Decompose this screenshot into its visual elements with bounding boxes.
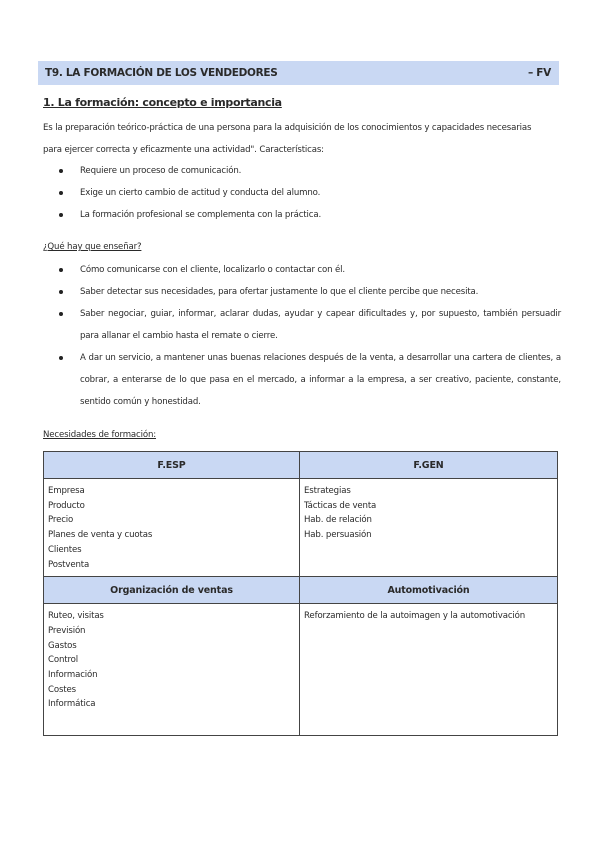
document-tag: – FV (527, 67, 551, 79)
bullet-icon (59, 268, 63, 272)
table-header-self-motivation: Automotivación (300, 577, 558, 604)
intro-paragraph (43, 117, 561, 161)
intro-line: Es la preparación teórico-práctica de una persona para la adquisición de los conocimientos y capacidades necesarias (43, 123, 532, 133)
cell-item: Hab. persuasión (304, 530, 372, 541)
what-to-teach-heading: ¿Qué hay que enseñar? (43, 242, 142, 252)
document-title: T9. LA FORMACIÓN DE LOS VENDEDORES (45, 67, 278, 79)
cell-item: Estrategias (304, 486, 351, 496)
bullet-icon (59, 169, 63, 173)
list-item: Exige un cierto cambio de actitud y conducta del alumno. (43, 182, 561, 204)
table-header-row (44, 452, 558, 479)
fesp-cell (44, 479, 300, 577)
bullet-icon (59, 290, 63, 294)
cell-item: Gastos (48, 640, 77, 651)
cell-item: Control (48, 655, 79, 666)
table-row (44, 479, 558, 577)
intro-line: para ejercer correcta y eficazmente una actividad". Características: (43, 145, 324, 155)
header-bar (38, 61, 559, 85)
list-item: La formación profesional se complementa con la práctica. (43, 204, 561, 226)
bullet-icon (59, 312, 63, 316)
self-motivation-cell (300, 604, 558, 736)
cell-item: Precio (48, 515, 74, 526)
list-item: Saber detectar sus necesidades, para ofertar justamente lo que el cliente percibe que necesita. (43, 281, 561, 303)
fgen-cell (300, 479, 558, 577)
list-item: Cómo comunicarse con el cliente, localizarlo o contactar con él. (43, 259, 561, 281)
table-header-row (44, 577, 558, 604)
cell-item: Empresa (48, 486, 85, 496)
bullet-icon (59, 356, 63, 360)
table-header-fesp: F.ESP (44, 452, 300, 479)
table-header-sales-organization: Organización de ventas (44, 577, 300, 604)
cell-item: Postventa (48, 559, 90, 570)
list-item: Requiere un proceso de comunicación. (43, 160, 561, 182)
cell-item: Reforzamiento de la autoimagen y la automotivación (304, 611, 526, 622)
cell-item: Tácticas de venta (304, 500, 377, 511)
cell-item: Clientes (48, 544, 82, 555)
table-row (44, 604, 558, 736)
training-needs-table (43, 451, 558, 736)
sales-organization-cell (44, 604, 300, 736)
characteristics-list (43, 160, 561, 226)
training-needs-heading: Necesidades de formación: (43, 430, 157, 440)
list-item: Saber negociar, guiar, informar, aclarar dudas, ayudar y capear dificultades y, por supuesto, también persuadir para allanar el cambio hasta el remate o cierre. (43, 303, 561, 347)
cell-item: Información (48, 670, 98, 681)
cell-item: Ruteo, visitas (48, 611, 104, 622)
what-to-teach-list (43, 259, 561, 413)
section-title: 1. La formación: concepto e importancia (43, 96, 282, 109)
cell-item: Hab. de relación (304, 515, 372, 526)
cell-item: Planes de venta y cuotas (48, 530, 153, 541)
cell-item: Costes (48, 684, 76, 695)
table-header-fgen: F.GEN (300, 452, 558, 479)
bullet-icon (59, 191, 63, 195)
list-item: A dar un servicio, a mantener unas buenas relaciones después de la venta, a desarrollar una cartera de clientes, a cobrar, a enterarse de lo que pasa en el mercado, a informar a la empresa, a ser creativo, paciente, constante, sentido común y honestidad. (43, 347, 561, 413)
cell-item: Informática (48, 699, 96, 710)
cell-item: Previsión (48, 625, 86, 636)
cell-item: Producto (48, 500, 85, 511)
bullet-icon (59, 213, 63, 217)
